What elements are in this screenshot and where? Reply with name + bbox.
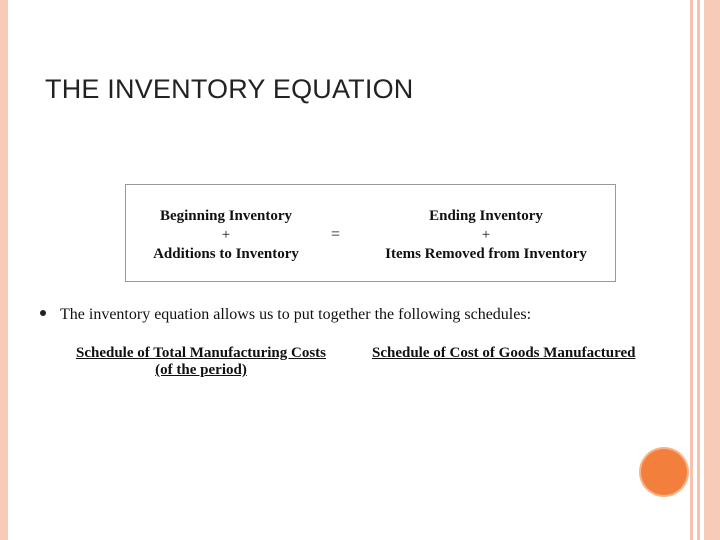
schedule-left-line1: Schedule of Total Manufacturing Costs [75,345,327,361]
bullet-text: The inventory equation allows us to put together the following schedules: [60,306,532,323]
schedule-cost-of-goods-manufactured: Schedule of Cost of Goods Manufactured [372,345,636,361]
equation-beginning-inventory: Beginning Inventory [159,208,293,224]
equation-plus-left: + [221,227,231,243]
decorative-circle [641,449,687,495]
slide-border-right [704,0,720,540]
equation-ending-inventory: Ending Inventory [429,208,543,224]
schedule-left-line2: (of the period) [155,362,247,378]
bullet-dot-icon [40,310,46,316]
slide-border-left [0,0,8,540]
equation-additions-to-inventory: Additions to Inventory [153,246,299,262]
slide-border-right-stripe [690,0,693,540]
slide-border-right-stripe [697,0,700,540]
equation-equals-sign: = [331,226,341,243]
slide-title: THE INVENTORY EQUATION [45,74,414,104]
schedule-total-manufacturing-costs [56,345,346,379]
equation-left-side [138,207,314,264]
equation-items-removed: Items Removed from Inventory [385,246,587,262]
inventory-equation-box [125,184,616,282]
equation-right-side [366,207,606,264]
bullet-point [40,306,531,324]
equation-plus-right: + [481,227,491,243]
